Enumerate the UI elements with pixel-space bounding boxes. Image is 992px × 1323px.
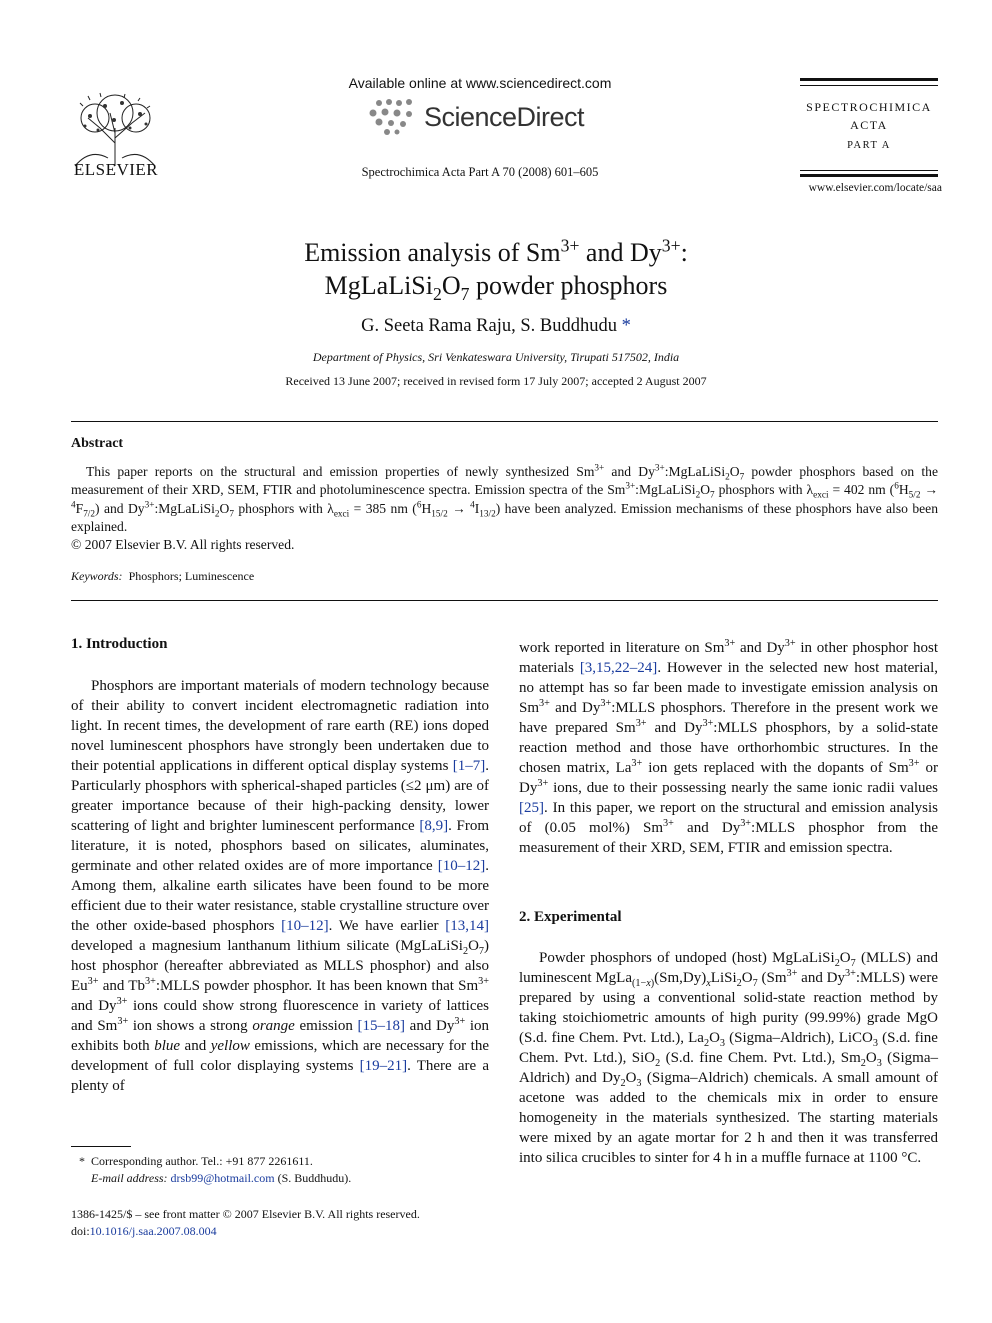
journal-part: PART A — [847, 140, 891, 151]
journal-url[interactable]: www.elsevier.com/locate/saa — [808, 182, 942, 194]
journal-citation: Spectrochimica Acta Part A 70 (2008) 601–605 — [361, 165, 599, 179]
footnote — [71, 1153, 491, 1187]
keywords-label: Keywords: — [71, 569, 123, 583]
experimental-body: Powder phosphors of undoped (host) $MgLaLiSi_2O_7$ (MLLS) and luminescent $MgLa_{(1-x)}(Sm,Dy)_xLiSi_2O_7$ ($Sm^{3+}$ and $Dy^{3+}:MLLS$) were prepared by using a conventional solid-state reaction method by taking stoichiometric amounts of high purity (99.99%) grade MgO (S.d. fine Chem. Pvt. Ltd.), $La_2O_3$ (Sigma–Aldrich), LiCO$_3$ (S.d. fine Chem. Pvt. Ltd.), SiO$_2$ (S.d. fine Chem. Pvt. Ltd.), $Sm_2O_3$ (Sigma–Aldrich) and $Dy_2O_3$ (Sigma–Aldrich) chemicals. A small amount of acetone was added to the chemicals mix in order to ensure homogeneity in the materials synthesized. The starting materials were mixed by an agate mortar for 2 h and then it was transferred into silica crucibles to sinter for 4 h in a muffle furnace at 1100 °C. — [519, 950, 939, 1166]
top-rule-thin — [800, 85, 938, 86]
abstract-heading: Abstract — [71, 436, 124, 451]
email-link[interactable]: drsb99@hotmail.com — [170, 1171, 275, 1185]
section-heading-experimental: 2. Experimental — [519, 909, 622, 925]
front-matter — [71, 1206, 491, 1240]
citation-link[interactable]: [8,9] — [419, 818, 449, 834]
citation-link[interactable]: [15–18] — [357, 1018, 406, 1034]
top-rule — [800, 78, 938, 81]
keywords-values: Phosphors; Luminescence — [128, 569, 255, 583]
sciencedirect-brand: ScienceDirect — [424, 102, 585, 132]
doi-label: doi: — [71, 1224, 90, 1238]
corresponding-author: Corresponding author. Tel.: +91 877 2261611. — [91, 1154, 313, 1168]
copyright-line: © 2007 Elsevier B.V. All rights reserved. — [71, 537, 295, 553]
email-person: (S. Buddhudu). — [277, 1171, 352, 1185]
citation-link[interactable]: [19–21] — [359, 1058, 408, 1074]
issn-line: 1386-1425/$ – see front matter © 2007 Elsevier B.V. All rights reserved. — [71, 1207, 420, 1221]
abstract-body: This paper reports on the structural and emission properties of newly synthesized $Sm^{3+}$ and $Dy^{3+}:MgLaLiSi_2O_7$ powder phosphors based on the measurement of their XRD, SEM, FTIR and photoluminescence spectra. Emission spectra of the $Sm^{3+}:MgLaLiSi_2O_7$ phosphors with $\lambda_{exci} = 402$ nm $(^6H_{5/2} \to ^4F_{7/2})$ and $Dy^{3+}:MgLaLiSi_2O_7$ phosphors with $\lambda_{exci} = 385$ nm $(^6H_{15/2} \to ^4I_{13/2})$ have been analyzed. Emission mechanisms of these phosphors have also been explained. © 2007 Elsevier B.V. All rights reserved. — [71, 463, 938, 554]
bottom-rule — [800, 174, 938, 177]
citation-link[interactable]: [1–7] — [452, 758, 486, 774]
footnote-marker: * — [79, 1154, 85, 1168]
available-online-text: Available online at www.sciencedirect.com — [348, 75, 612, 91]
citation-link[interactable]: [13,14] — [445, 918, 489, 934]
article-title: Emission analysis of $Sm^{3+}$ and $Dy^{3+}$: $MgLaLiSi_2O_7$ powder phosphors — [304, 235, 688, 305]
email-label: E-mail address: — [91, 1171, 168, 1185]
introduction-continued: work reported in literature on $Sm^{3+}$ and $Dy^{3+}$ in other phosphor host materials [3,15,22–24]. However in the selected new host material, no attempt has so far been made to investigate emission analysis on $Sm^{3+}$ and $Dy^{3+}:MLLS$ phosphors. Therefore in the present work we have prepared $Sm^{3+}$ and $Dy^{3+}:MLLS$ phosphors, by a solid-state reaction method and those have orthorhombic structures. In the chosen matrix, $La^{3+}$ ion gets replaced with the dopants of $Sm^{3+}$ or $Dy^{3+}$ ions, due to their possessing nearly the same ionic radii values [25]. In this paper, we report on the structural and emission analysis of (0.05 mol%) $Sm^{3+}$ and $Dy^{3+}:MLLS$ phosphor from the measurement of their XRD, SEM, FTIR and emission spectra. — [519, 638, 939, 856]
footnote-rule — [71, 1146, 131, 1147]
section-heading-introduction: 1. Introduction — [71, 636, 168, 652]
publisher-name: ELSEVIER — [73, 160, 159, 179]
citation-link[interactable]: [3,15,22–24] — [579, 660, 658, 676]
abstract-bottom-rule — [71, 600, 938, 601]
author-footnote-mark[interactable]: * — [621, 316, 631, 336]
authors-text: G. Seeta Rama Raju, S. Buddhudu — [361, 316, 618, 336]
citation-link[interactable]: [10–12] — [281, 918, 329, 934]
citation-link[interactable]: [10–12] — [437, 858, 486, 874]
affiliation: Department of Physics, Sri Venkateswara University, Tirupati 517502, India — [312, 350, 680, 364]
author-list — [120, 316, 872, 337]
journal-name-line1: SPECTROCHIMICA — [806, 100, 932, 114]
abstract-top-rule — [71, 421, 938, 422]
keywords — [71, 569, 254, 584]
journal-name-line2: ACTA — [850, 118, 888, 132]
citation-link[interactable]: [25] — [519, 800, 544, 816]
bottom-rule-thin — [800, 170, 938, 171]
article-dates: Received 13 June 2007; received in revised form 17 July 2007; accepted 2 August 2007 — [285, 374, 707, 388]
doi-link[interactable]: 10.1016/j.saa.2007.08.004 — [89, 1224, 217, 1238]
introduction-body: Phosphors are important materials of modern technology because of their ability to convert incident electromagnetic radiation into light. In recent times, the development of rare earth (RE) ions doped novel luminescent phosphors have strongly been undertaken due to their potential applications in different optical display systems [1–7]. Particularly phosphors with spherical-shaped particles (≤2 μm) are of greater importance because of their high-packing density, lower scattering of light and brighter luminescent performance [8,9]. From literature, it is noted, phosphors based on silicates, aluminates, germinate and other related oxides are of more importance [10–12]. Among them, alkaline earth silicates have been found to be more efficient due to their water resistance, stable crystalline structure over the other oxide-based phosphors [10–12]. We have earlier [13,14] developed a magnesium lanthanum lithium silicate $(MgLaLiSi_2O_7)$ host phosphor (hereafter abbreviated as MLLS phosphor) and also $Eu^{3+}$ and $Tb^{3+}:MLLS$ powder phosphor. It has been known that $Sm^{3+}$ and $Dy^{3+}$ ions could show strong fluorescence in variety of lattices and $Sm^{3+}$ ion shows a strong orange emission [15–18] and $Dy^{3+}$ ion exhibits both blue and yellow emissions, which are necessary for the development of full color displaying systems [19–21]. There are a plenty of — [71, 678, 490, 1094]
